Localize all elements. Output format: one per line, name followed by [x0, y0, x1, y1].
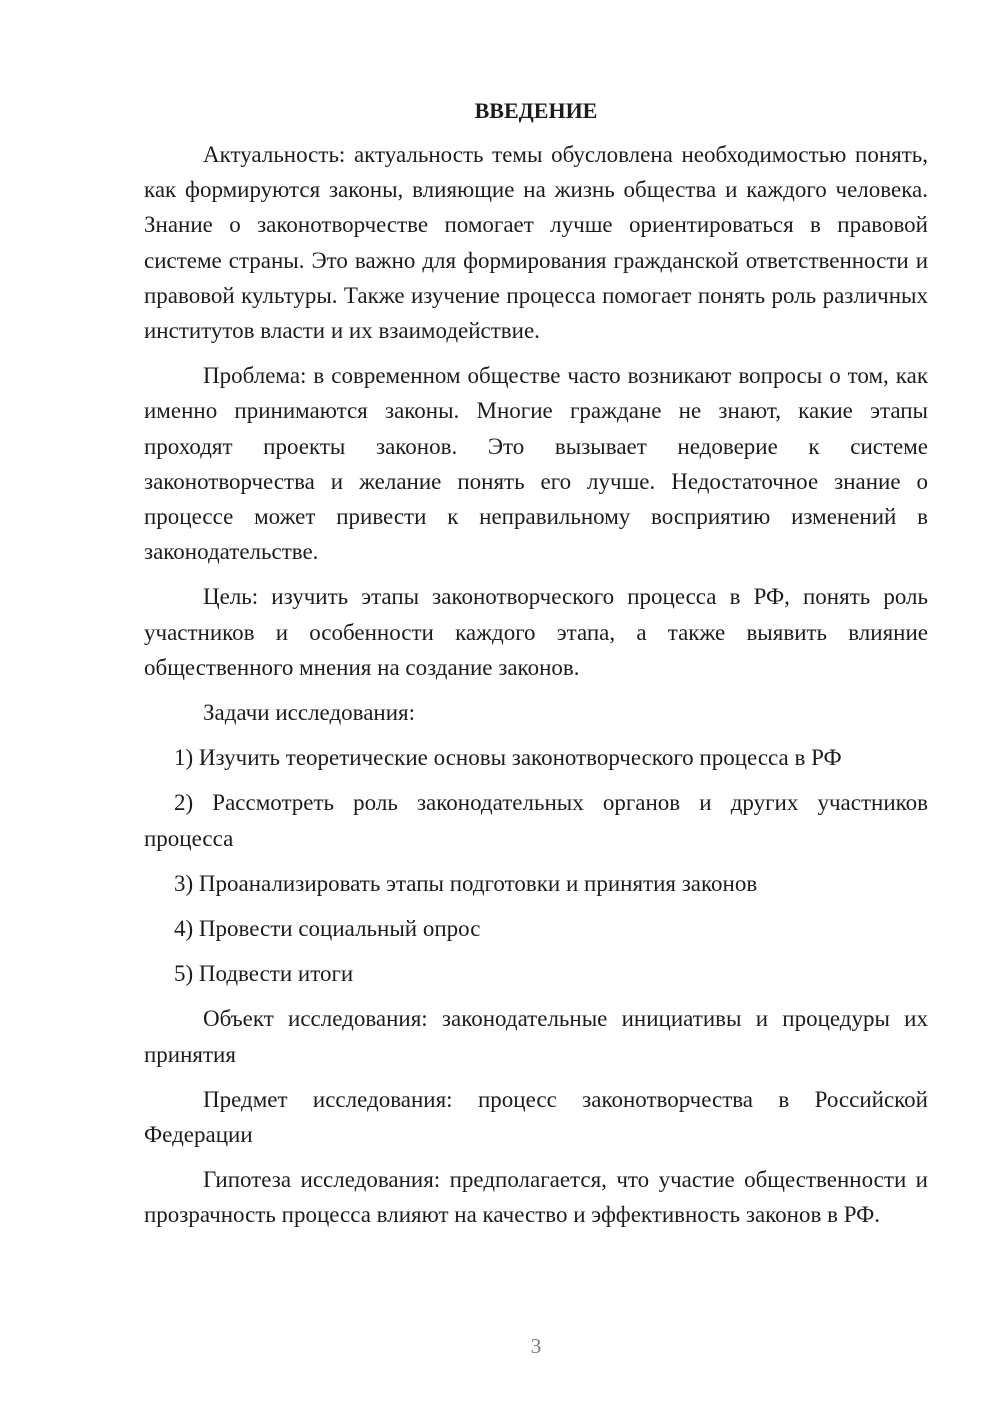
task-item: 3) Проанализировать этапы подготовки и принятия законов: [174, 870, 758, 896]
task-item: 2) Рассмотреть роль законодательных органов и других участников процесса: [144, 790, 928, 851]
task-item: 1) Изучить теоретические основы законотворческого процесса в РФ: [174, 745, 842, 771]
paragraph-relevance: Актуальность: актуальность темы обусловлена необходимостью понять, как формируются законы, влияющие на жизнь общества и каждого человека. Знание о законотворчестве помогает лучше ориентироваться в правовой системе страны. Это важно для формирования гражданской ответственности и правовой культуры. Также изучение процесса помогает понять роль различных институтов власти и их взаимодействие.: [144, 142, 928, 344]
section-heading: ВВЕДЕНИЕ: [474, 98, 598, 123]
page-content: [144, 95, 928, 1243]
page-number: 3: [530, 1334, 542, 1358]
paragraph-goal: Цель: изучить этапы законотворческого процесса в РФ, понять роль участников и особенности каждого этапа, а также выявить влияние общественного мнения на создание законов.: [144, 584, 928, 680]
paragraph-problem: Проблема: в современном обществе часто возникают вопросы о том, как именно принимаются законы. Многие граждане не знают, какие этапы проходят проекты законов. Это вызывает недоверие к системе законотворчества и желание понять его лучше. Недостаточное знание о процессе может привести к неправильному восприятию изменений в законодательстве.: [144, 363, 928, 565]
task-item: 5) Подвести итоги: [174, 961, 354, 987]
paragraph-object: Объект исследования: законодательные инициативы и процедуры их принятия: [144, 1006, 928, 1067]
tasks-title: Задачи исследования:: [203, 700, 416, 726]
paragraph-hypothesis: Гипотеза исследования: предполагается, что участие общественности и прозрачность процесса влияют на качество и эффективность законов в РФ.: [144, 1167, 928, 1228]
task-item: 4) Провести социальный опрос: [174, 916, 481, 942]
paragraph-subject: Предмет исследования: процесс законотворчества в Российской Федерации: [144, 1086, 928, 1148]
